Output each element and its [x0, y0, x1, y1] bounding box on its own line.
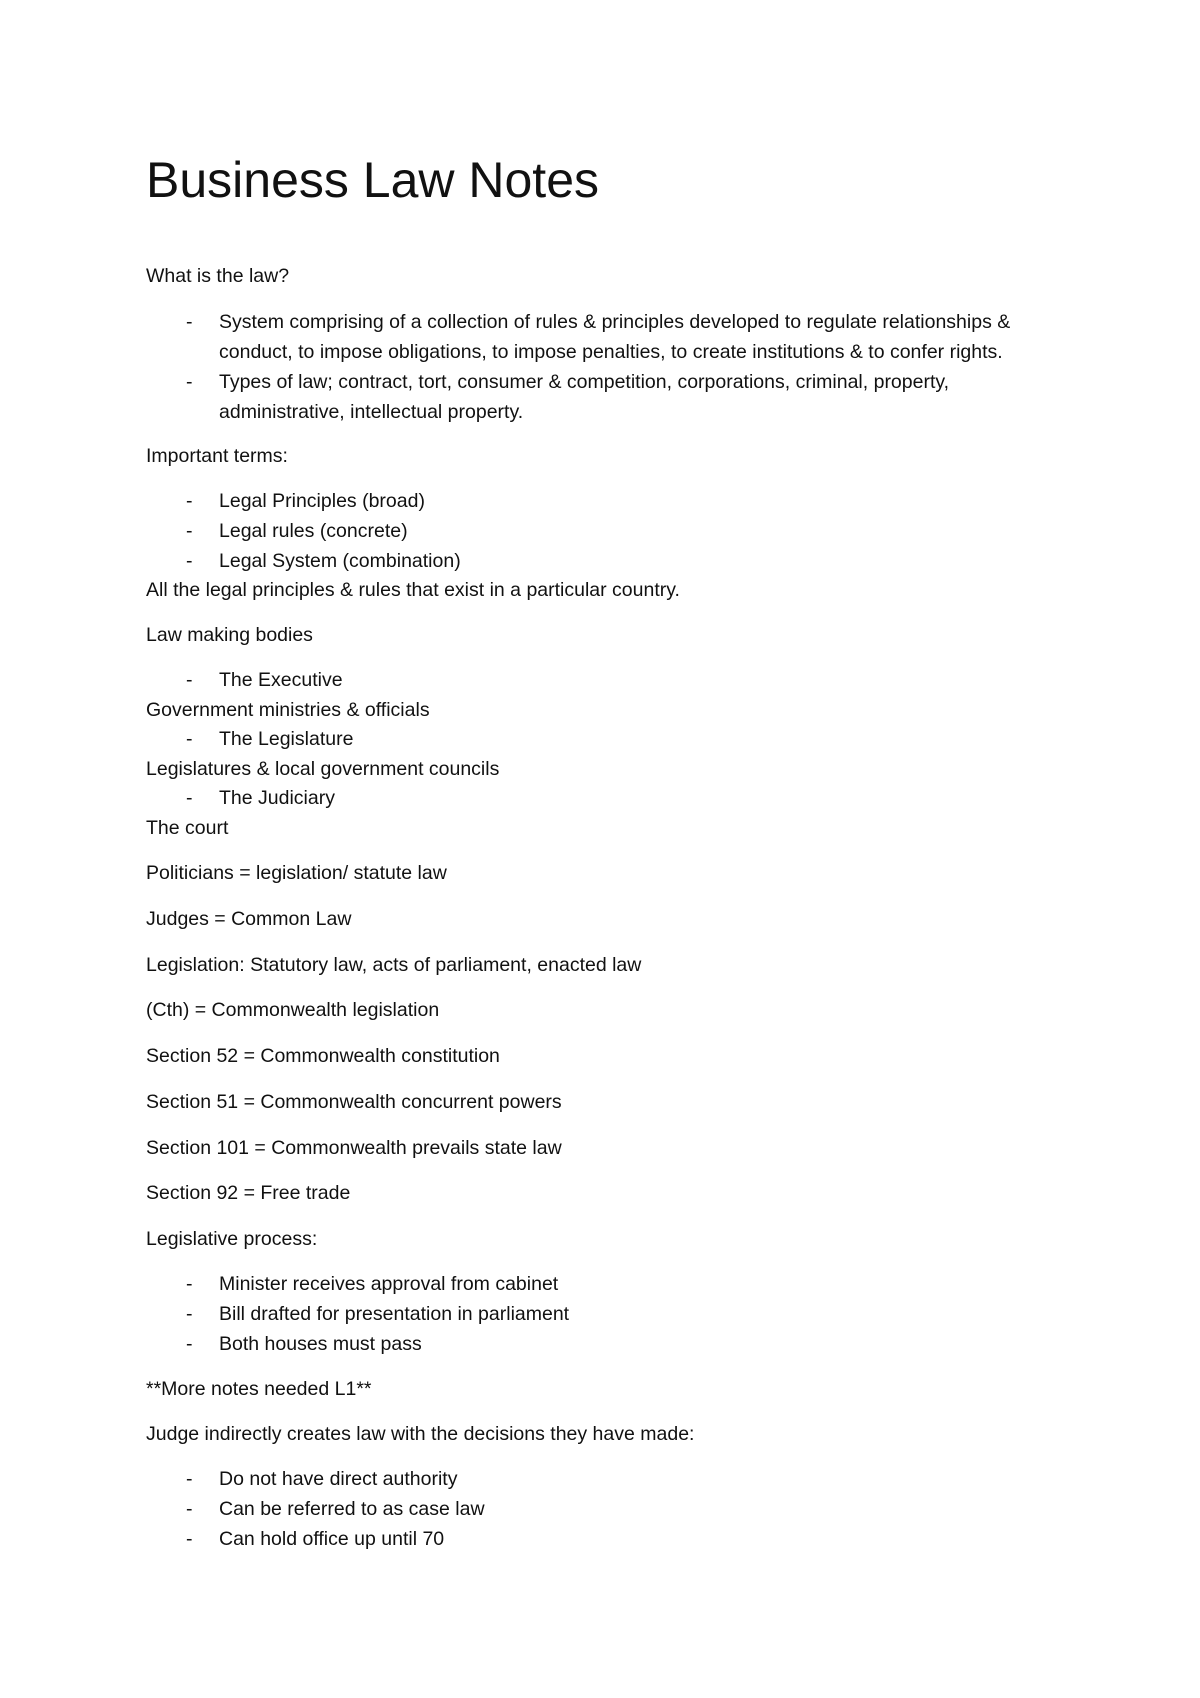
legislation-line: Legislation: Statutory law, acts of parliament, enacted law — [146, 954, 642, 976]
section-101-line: Section 101 = Commonwealth prevails state law — [146, 1137, 562, 1159]
bullet-dash: - — [186, 1498, 193, 1520]
judges-line: Judges = Common Law — [146, 908, 352, 930]
term-item: Legal System (combination) — [219, 550, 461, 572]
politicians-line: Politicians = legislation/ statute law — [146, 862, 447, 884]
bodies-heading: Law making bodies — [146, 624, 313, 646]
bullet-dash: - — [186, 371, 193, 393]
question-what-is-law: What is the law? — [146, 265, 290, 287]
terms-note: All the legal principles & rules that exist in a particular country. — [146, 579, 680, 601]
judge-point: Do not have direct authority — [219, 1468, 458, 1490]
cth-line: (Cth) = Commonwealth legislation — [146, 999, 440, 1021]
bullet-dash: - — [186, 550, 193, 572]
bullet-dash: - — [186, 520, 193, 542]
process-step: Minister receives approval from cabinet — [219, 1273, 559, 1295]
bullet-dash: - — [186, 1303, 193, 1325]
bullet-dash: - — [186, 728, 193, 750]
bullet-dash: - — [186, 787, 193, 809]
bullet-dash: - — [186, 490, 193, 512]
definition-line-2: Types of law; contract, tort, consumer & competition, corporations, criminal, property, — [219, 371, 950, 393]
judge-heading: Judge indirectly creates law with the decisions they have made: — [146, 1423, 695, 1445]
more-notes-line: **More notes needed L1** — [146, 1378, 372, 1400]
term-item: Legal rules (concrete) — [219, 520, 408, 542]
terms-heading: Important terms: — [146, 445, 288, 467]
body-name: The Judiciary — [219, 787, 335, 809]
bullet-dash: - — [186, 1468, 193, 1490]
body-description: Legislatures & local government councils — [146, 758, 500, 780]
bullet-dash: - — [186, 1528, 193, 1550]
bullet-dash: - — [186, 311, 193, 333]
term-item: Legal Principles (broad) — [219, 490, 425, 512]
body-name: The Executive — [219, 669, 343, 691]
judge-point: Can be referred to as case law — [219, 1498, 485, 1520]
definition-line-1-cont: conduct, to impose obligations, to impose penalties, to create institutions & to confer rights. — [219, 341, 1003, 363]
process-heading: Legislative process: — [146, 1228, 318, 1250]
body-name: The Legislature — [219, 728, 354, 750]
bullet-dash: - — [186, 1333, 193, 1355]
definition-line-2-cont: administrative, intellectual property. — [219, 401, 524, 423]
body-description: Government ministries & officials — [146, 699, 430, 721]
section-92-line: Section 92 = Free trade — [146, 1182, 351, 1204]
section-52-line: Section 52 = Commonwealth constitution — [146, 1045, 500, 1067]
page-title: Business Law Notes — [146, 152, 600, 208]
process-step: Both houses must pass — [219, 1333, 422, 1355]
definition-line-1: System comprising of a collection of rules & principles developed to regulate relationships & — [219, 311, 1011, 333]
bullet-dash: - — [186, 1273, 193, 1295]
body-description: The court — [146, 817, 229, 839]
process-step: Bill drafted for presentation in parliament — [219, 1303, 570, 1325]
bullet-dash: - — [186, 669, 193, 691]
section-51-line: Section 51 = Commonwealth concurrent powers — [146, 1091, 562, 1113]
judge-point: Can hold office up until 70 — [219, 1528, 445, 1550]
